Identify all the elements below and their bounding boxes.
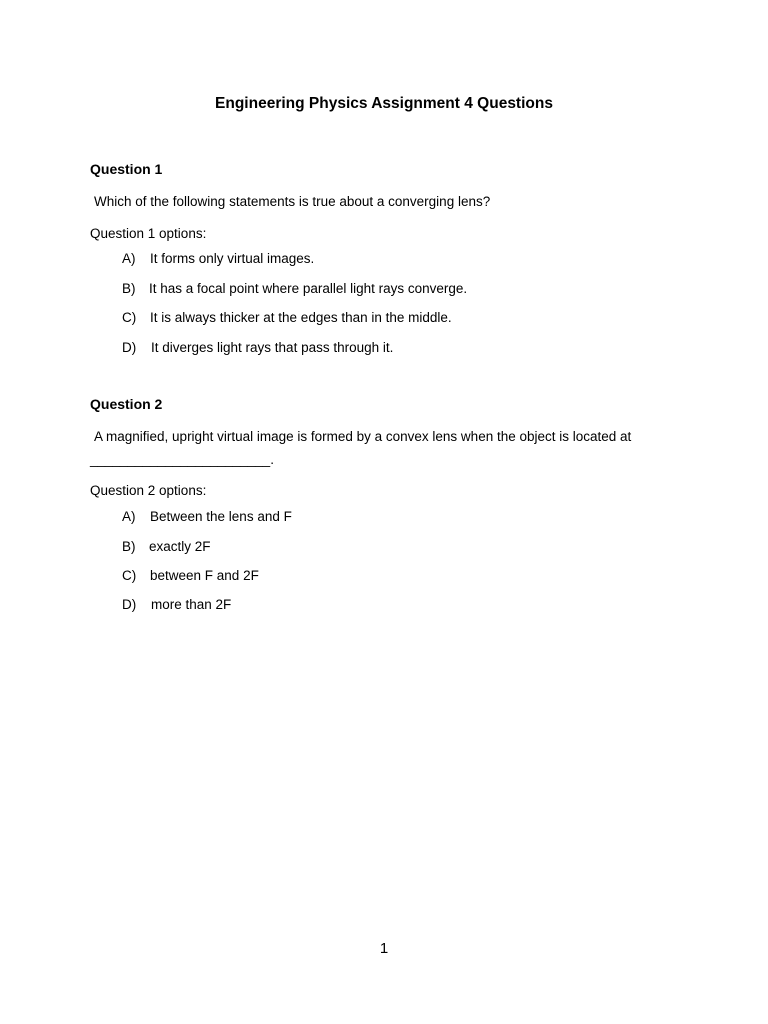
- option-letter: D): [122, 597, 137, 612]
- option-letter: D): [122, 340, 137, 355]
- question-2-options-label: Question 2 options:: [90, 483, 207, 498]
- option-text: Between the lens and F: [150, 509, 292, 524]
- option-text: It diverges light rays that pass through it.: [151, 340, 394, 355]
- question-2-heading: Question 2: [90, 396, 163, 412]
- option-letter: A): [122, 251, 136, 266]
- option-text: exactly 2F: [149, 539, 211, 554]
- question-1-heading: Question 1: [90, 161, 163, 177]
- option-letter: C): [122, 310, 137, 325]
- question-1-text: Which of the following statements is true about a converging lens?: [94, 194, 491, 209]
- page-number: 1: [379, 940, 389, 957]
- option-text: It is always thicker at the edges than in the middle.: [150, 310, 452, 325]
- option-text: more than 2F: [151, 597, 232, 612]
- question-2-text: A magnified, upright virtual image is formed by a convex lens when the object is located at: [94, 429, 632, 444]
- option-letter: A): [122, 509, 136, 524]
- question-1-options-label: Question 1 options:: [90, 226, 207, 241]
- document-title: Engineering Physics Assignment 4 Questions: [215, 95, 553, 112]
- option-text: It forms only virtual images.: [150, 251, 315, 266]
- option-letter: B): [122, 281, 136, 296]
- option-letter: C): [122, 568, 137, 583]
- option-text: It has a focal point where parallel light rays converge.: [149, 281, 468, 296]
- option-text: between F and 2F: [150, 568, 259, 583]
- option-letter: B): [122, 539, 136, 554]
- question-2-answer-blank: ________________________.: [90, 452, 274, 467]
